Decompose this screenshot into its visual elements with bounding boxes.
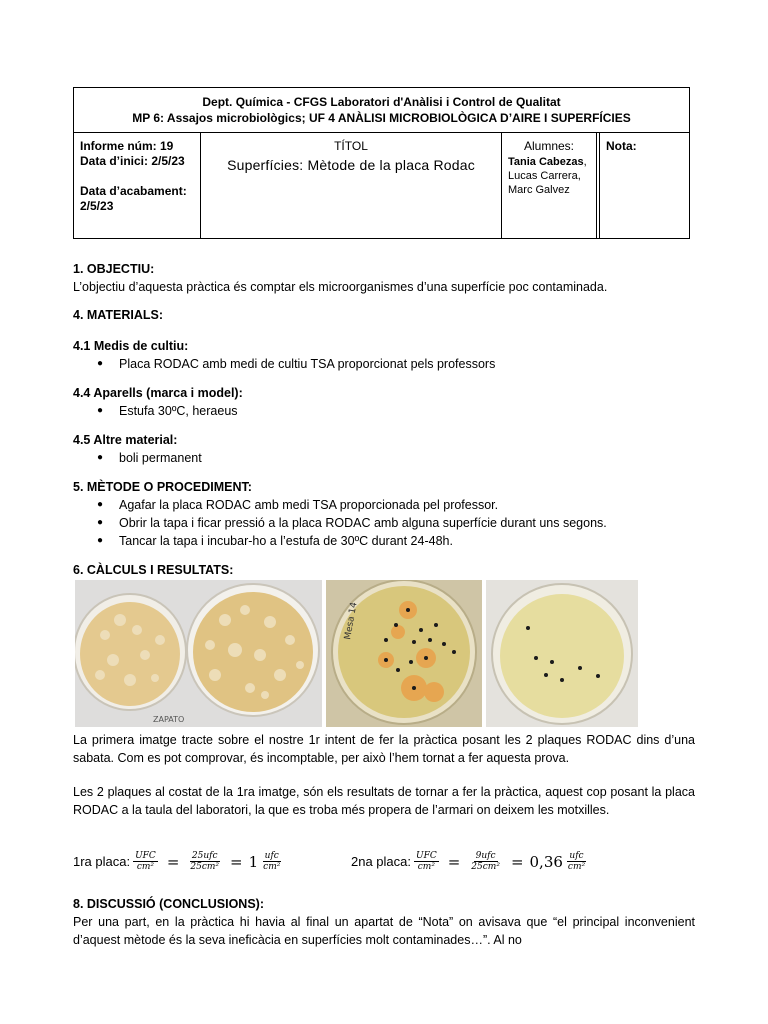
list-item: ● Estufa 30ºC, heraeus bbox=[119, 402, 695, 420]
equals-sign: = bbox=[510, 852, 524, 871]
report-title: Superfícies: Mètode de la placa Rodac bbox=[227, 157, 475, 173]
formula-1-lhs bbox=[133, 851, 158, 872]
student-primary: Tania Cabezas bbox=[508, 156, 584, 168]
department-line: Dept. Química - CFGS Laboratori d'Anàlisi i Control de Qualitat bbox=[202, 95, 561, 109]
fraction-numerator: UFC bbox=[416, 851, 437, 861]
results-paragraph-2: Les 2 plaques al costat de la 1ra imatge, són els resultats de tornar a fer la pràctica, aquest cop posant la placa RODAC a la taula del laboratori, la que es troba més propera de l’armari on deixem les motxilles. bbox=[73, 785, 695, 817]
formula-plate-2 bbox=[351, 851, 590, 872]
formula-2-rhs bbox=[566, 851, 587, 872]
formula-1-mid bbox=[188, 851, 221, 872]
section-media bbox=[73, 337, 695, 373]
photo-shoe-plates bbox=[75, 580, 322, 727]
list-item: ● Agafar la placa RODAC amb medi TSA proporcionada pel professor. bbox=[119, 496, 695, 514]
equals-sign: = bbox=[447, 852, 461, 871]
end-date-label: Data d’acabament: bbox=[80, 184, 187, 198]
discussion-text: Per una part, en la pràctica hi havia al final un apartat de “Nota” on avisava que “el principal inconvenient d’aquest mètode és la seva ineficàcia en superfícies molt contaminades…”. Al no bbox=[73, 915, 695, 947]
results-heading: 6. CÀLCULS I RESULTATS: bbox=[73, 563, 234, 577]
formula-2-mid bbox=[469, 851, 502, 872]
method-heading: 5. MÈTODE O PROCEDIMENT: bbox=[73, 480, 252, 494]
shoe-label: ZAPATO bbox=[153, 715, 185, 724]
section-objective bbox=[73, 260, 695, 296]
title-cell bbox=[201, 133, 502, 238]
fraction-denominator: cm² bbox=[567, 862, 586, 872]
list-item: ● Obrir la tapa i ficar pressió a la placa RODAC amb alguna superfície durant uns segons. bbox=[119, 514, 695, 532]
report-number: Informe núm: 19 bbox=[80, 139, 174, 153]
plate-2-label: Mesa 14 bbox=[343, 601, 360, 641]
students-rest: , Lucas Carrera, Marc Galvez bbox=[508, 156, 587, 196]
report-info-cell bbox=[74, 133, 201, 238]
list-item: ● Tancar la tapa i incubar-ho a l’estufa de 30ºC durant 24-48h. bbox=[119, 532, 695, 550]
students-cell bbox=[502, 133, 597, 238]
formula-1-rhs bbox=[261, 851, 282, 872]
grade-cell bbox=[599, 133, 689, 238]
photo-plate-3 bbox=[486, 580, 638, 727]
fraction-numerator: ufc bbox=[264, 851, 279, 861]
title-label: TÍTOL bbox=[334, 139, 368, 153]
other-material-heading: 4.5 Altre material: bbox=[73, 433, 178, 447]
apparatus-heading: 4.4 Aparells (marca i model): bbox=[73, 386, 243, 400]
formula-1-label: 1ra placa: bbox=[73, 854, 131, 869]
grade-label: Nota: bbox=[606, 139, 637, 153]
apparatus-list bbox=[73, 402, 695, 420]
fraction-numerator: 25ufc bbox=[191, 851, 218, 861]
end-date: 2/5/23 bbox=[80, 199, 114, 213]
formula-2-lhs bbox=[414, 851, 439, 872]
other-material-list bbox=[73, 449, 695, 467]
fraction-denominator: cm² bbox=[136, 862, 155, 872]
list-item: ● Placa RODAC amb medi de cultiu TSA proporcionat pels professors bbox=[119, 355, 695, 373]
plate-2-image bbox=[326, 580, 482, 727]
header-table bbox=[73, 87, 690, 239]
formula-1-value: 1 bbox=[248, 852, 259, 871]
equals-sign: = bbox=[230, 852, 243, 871]
materials-heading: 4. MATERIALS: bbox=[73, 308, 164, 322]
objective-text: L’objectiu d’aquesta pràctica és comptar els microorganismes d’una superfície poc contaminada. bbox=[73, 280, 608, 294]
section-apparatus bbox=[73, 384, 695, 420]
media-list bbox=[73, 355, 695, 373]
fraction-denominator: 25cm² bbox=[471, 862, 500, 872]
fraction-denominator: cm² bbox=[417, 862, 435, 872]
header-title-row bbox=[74, 88, 689, 133]
objective-heading: 1. OBJECTIU: bbox=[73, 262, 155, 276]
fraction-numerator: UFC bbox=[135, 851, 156, 861]
plate-3-image bbox=[486, 580, 638, 727]
module-line: MP 6: Assajos microbiològics; UF 4 ANÀLISI MICROBIOLÒGICA D’AIRE I SUPERFÍCIES bbox=[132, 111, 631, 125]
section-other-material bbox=[73, 431, 695, 467]
formula-2-value: 0,36 bbox=[529, 852, 563, 871]
section-method bbox=[73, 478, 695, 550]
shoe-plates-image bbox=[75, 580, 322, 727]
results-paragraph-1: La primera imatge tracte sobre el nostre 1r intent de fer la pràctica posant les 2 plaques RODAC dins d’una sabata. Com es pot comprovar, és incomptable, per això l’hem tornat a fer aquesta prova. bbox=[73, 733, 695, 765]
students-names bbox=[508, 155, 590, 197]
fraction-numerator: 9ufc bbox=[475, 851, 496, 861]
media-heading: 4.1 Medis de cultiu: bbox=[73, 339, 189, 353]
formula-2-label: 2na placa: bbox=[351, 854, 411, 869]
fraction-denominator: 25cm² bbox=[190, 862, 220, 872]
discussion-heading: 8. DISCUSSIÓ (CONCLUSIONS): bbox=[73, 897, 264, 911]
header-info-row bbox=[74, 133, 689, 238]
photo-plate-2 bbox=[326, 580, 482, 727]
formula-plate-1 bbox=[73, 851, 285, 872]
fraction-numerator: ufc bbox=[569, 851, 584, 861]
method-list bbox=[73, 496, 695, 550]
start-date: Data d’inici: 2/5/23 bbox=[80, 154, 185, 168]
list-item: ● boli permanent bbox=[119, 449, 695, 467]
fraction-denominator: cm² bbox=[263, 862, 281, 872]
students-label: Alumnes: bbox=[523, 139, 575, 153]
equals-sign: = bbox=[166, 852, 180, 871]
